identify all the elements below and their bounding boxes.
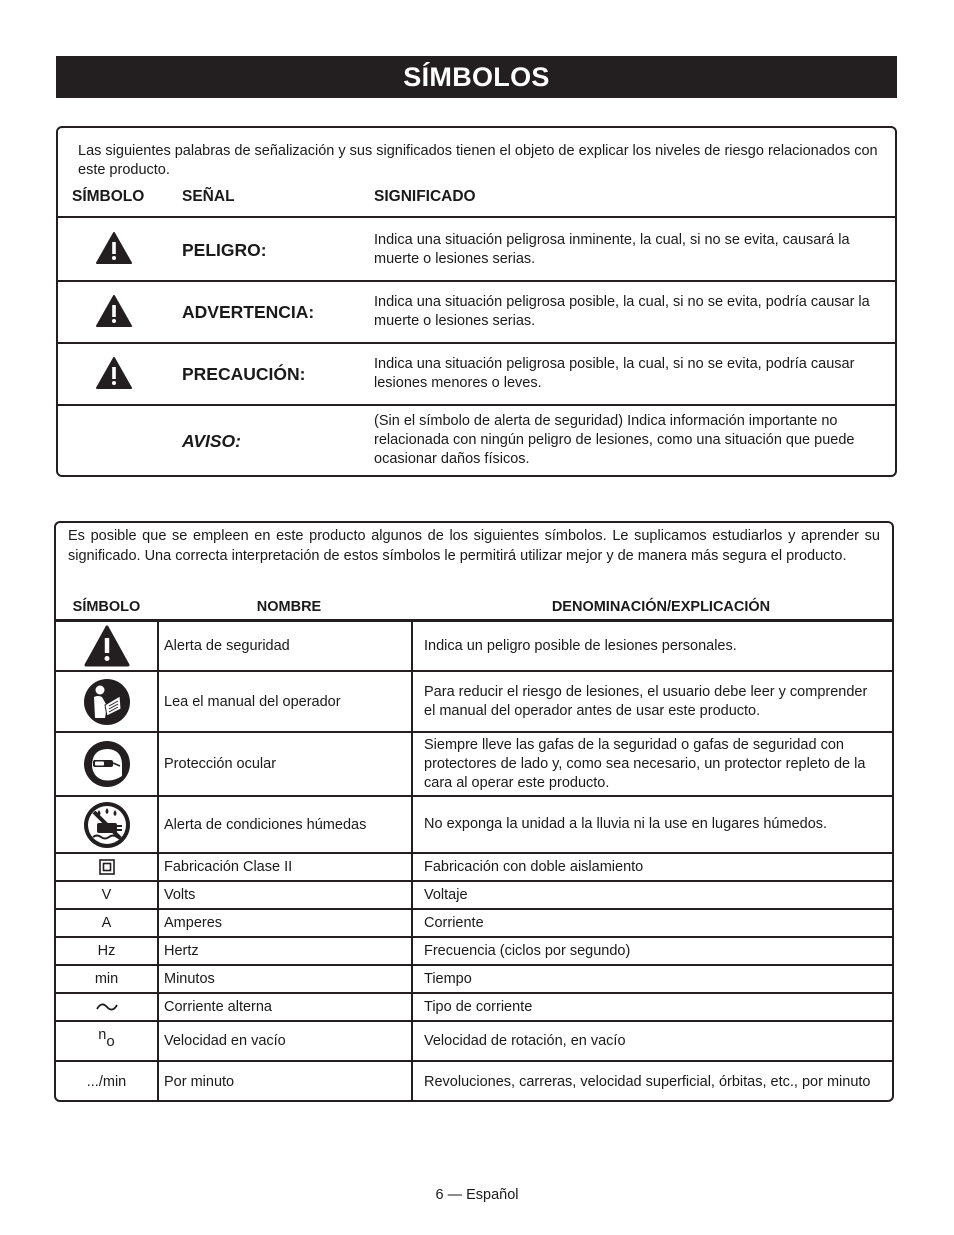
symbol-description: Frecuencia (ciclos por segundo) (424, 942, 631, 959)
symbol-description: Tiempo (424, 970, 472, 987)
signal-meaning: Indica una situación peligrosa posible, la cual, si no se evita, podría causar lesiones menores o leves. (374, 356, 855, 391)
signal-row-precaucion (58, 342, 895, 404)
table-row (56, 670, 892, 731)
header-description: DENOMINACIÓN/EXPLICACIÓN (551, 599, 771, 615)
header-symbol: SÍMBOLO (72, 188, 145, 205)
signal-meaning: Indica una situación peligrosa posible, la cual, si no se evita, podría causar la muerte o lesiones serias. (374, 294, 870, 329)
signal-label: PRECAUCIÓN: (182, 364, 306, 384)
signal-label: PELIGRO: (182, 240, 267, 260)
no-load-speed-symbol (56, 1022, 157, 1060)
class-ii-icon (99, 859, 115, 875)
symbols-box (54, 521, 894, 1102)
symbol-text: min (94, 971, 119, 987)
signal-words-intro: Las siguientes palabras de señalización y sus significados tienen el objeto de explicar los niveles de riesgo relacionados con este producto. (78, 143, 878, 178)
symbol-description: Velocidad de rotación, en vacío (424, 1032, 626, 1049)
signal-words-box (56, 126, 897, 477)
read-manual-icon (83, 678, 131, 726)
symbol-name: Lea el manual del operador (164, 693, 341, 710)
page-footer: 6 — Español (435, 1187, 519, 1203)
warning-triangle-icon (96, 295, 132, 327)
symbol-name: Volts (164, 887, 196, 903)
symbol-name: Velocidad en vacío (164, 1033, 286, 1049)
symbol-name: Fabricación Clase II (164, 859, 293, 875)
table-row (56, 992, 892, 1020)
symbol-text: n (98, 1027, 107, 1043)
wet-conditions-icon (83, 801, 131, 849)
symbol-name: Amperes (164, 915, 223, 931)
table-row (56, 880, 892, 908)
header-symbol: SÍMBOLO (72, 599, 141, 615)
alternating-current-icon (96, 1001, 118, 1013)
symbol-name: Por minuto (164, 1074, 235, 1090)
symbols-intro: Es posible que se empleen en este producto algunos de los siguientes símbolos. Le suplicamos estudiarlos y aprender su significado. Una correcta interpretación de estos símbolos le permitirá utilizar mejor y de manera más segura el producto. (68, 528, 880, 564)
column-divider (157, 619, 159, 1100)
symbol-text: .../min (86, 1074, 127, 1090)
symbol-name: Hertz (164, 943, 199, 959)
signal-label: AVISO: (182, 431, 241, 451)
column-divider (411, 619, 413, 1100)
symbol-subscript: o (106, 1033, 115, 1050)
symbol-description: No exponga la unidad a la lluvia ni la use en lugares húmedos. (424, 816, 828, 832)
page-title: SÍMBOLOS (56, 56, 897, 98)
table-row (56, 619, 892, 670)
symbol-description: Tipo de corriente (424, 998, 533, 1015)
signal-row-peligro (58, 216, 895, 280)
signal-meaning: Indica una situación peligrosa inminente, la cual, si no se evita, causará la muerte o lesiones serias. (374, 232, 850, 267)
symbol-name: Protección ocular (164, 756, 277, 772)
symbol-name: Corriente alterna (164, 999, 272, 1015)
header-name: NOMBRE (256, 599, 322, 615)
symbol-description: Indica un peligro posible de lesiones personales. (424, 637, 737, 654)
symbol-description: Corriente (424, 914, 484, 931)
symbol-text: V (101, 887, 112, 903)
table-row (56, 936, 892, 964)
eye-protection-icon (83, 740, 131, 788)
symbol-description: Fabricación con doble aislamiento (424, 858, 644, 875)
symbol-name: Alerta de condiciones húmedas (164, 816, 367, 833)
header-meaning: SIGNIFICADO (374, 188, 476, 205)
table-row (56, 908, 892, 936)
table-row (56, 795, 892, 852)
table-row (56, 964, 892, 992)
symbol-description: Para reducir el riesgo de lesiones, el usuario debe leer y comprender el manual del operador antes de usar este producto. (424, 683, 868, 719)
signal-row-advertencia (58, 280, 895, 342)
symbol-name: Alerta de seguridad (164, 638, 290, 654)
symbol-text: Hz (97, 943, 116, 959)
symbol-text: A (101, 915, 112, 931)
table-row (56, 852, 892, 880)
symbol-description: Voltaje (424, 886, 468, 903)
signal-label: ADVERTENCIA: (182, 302, 315, 322)
symbol-name: Minutos (164, 971, 215, 987)
signal-row-aviso (58, 404, 895, 477)
header-signal: SEÑAL (182, 188, 235, 205)
warning-triangle-icon (96, 232, 132, 264)
symbol-description: Siempre lleve las gafas de la seguridad o gafas de seguridad con protectores de lado y, como sea necesario, un protector repleto de la cara al operar este producto. (424, 736, 866, 791)
table-row (56, 1020, 892, 1060)
table-row (56, 1060, 892, 1102)
symbol-description: Revoluciones, carreras, velocidad superficial, órbitas, etc., por minuto (424, 1073, 871, 1090)
table-row (56, 731, 892, 795)
warning-triangle-icon (96, 357, 132, 389)
signal-meaning: (Sin el símbolo de alerta de seguridad) Indica información importante no relacionada con ningún peligro de lesiones, como una situación que puede ocasionar daños físicos. (374, 413, 855, 467)
safety-alert-icon (84, 625, 130, 667)
